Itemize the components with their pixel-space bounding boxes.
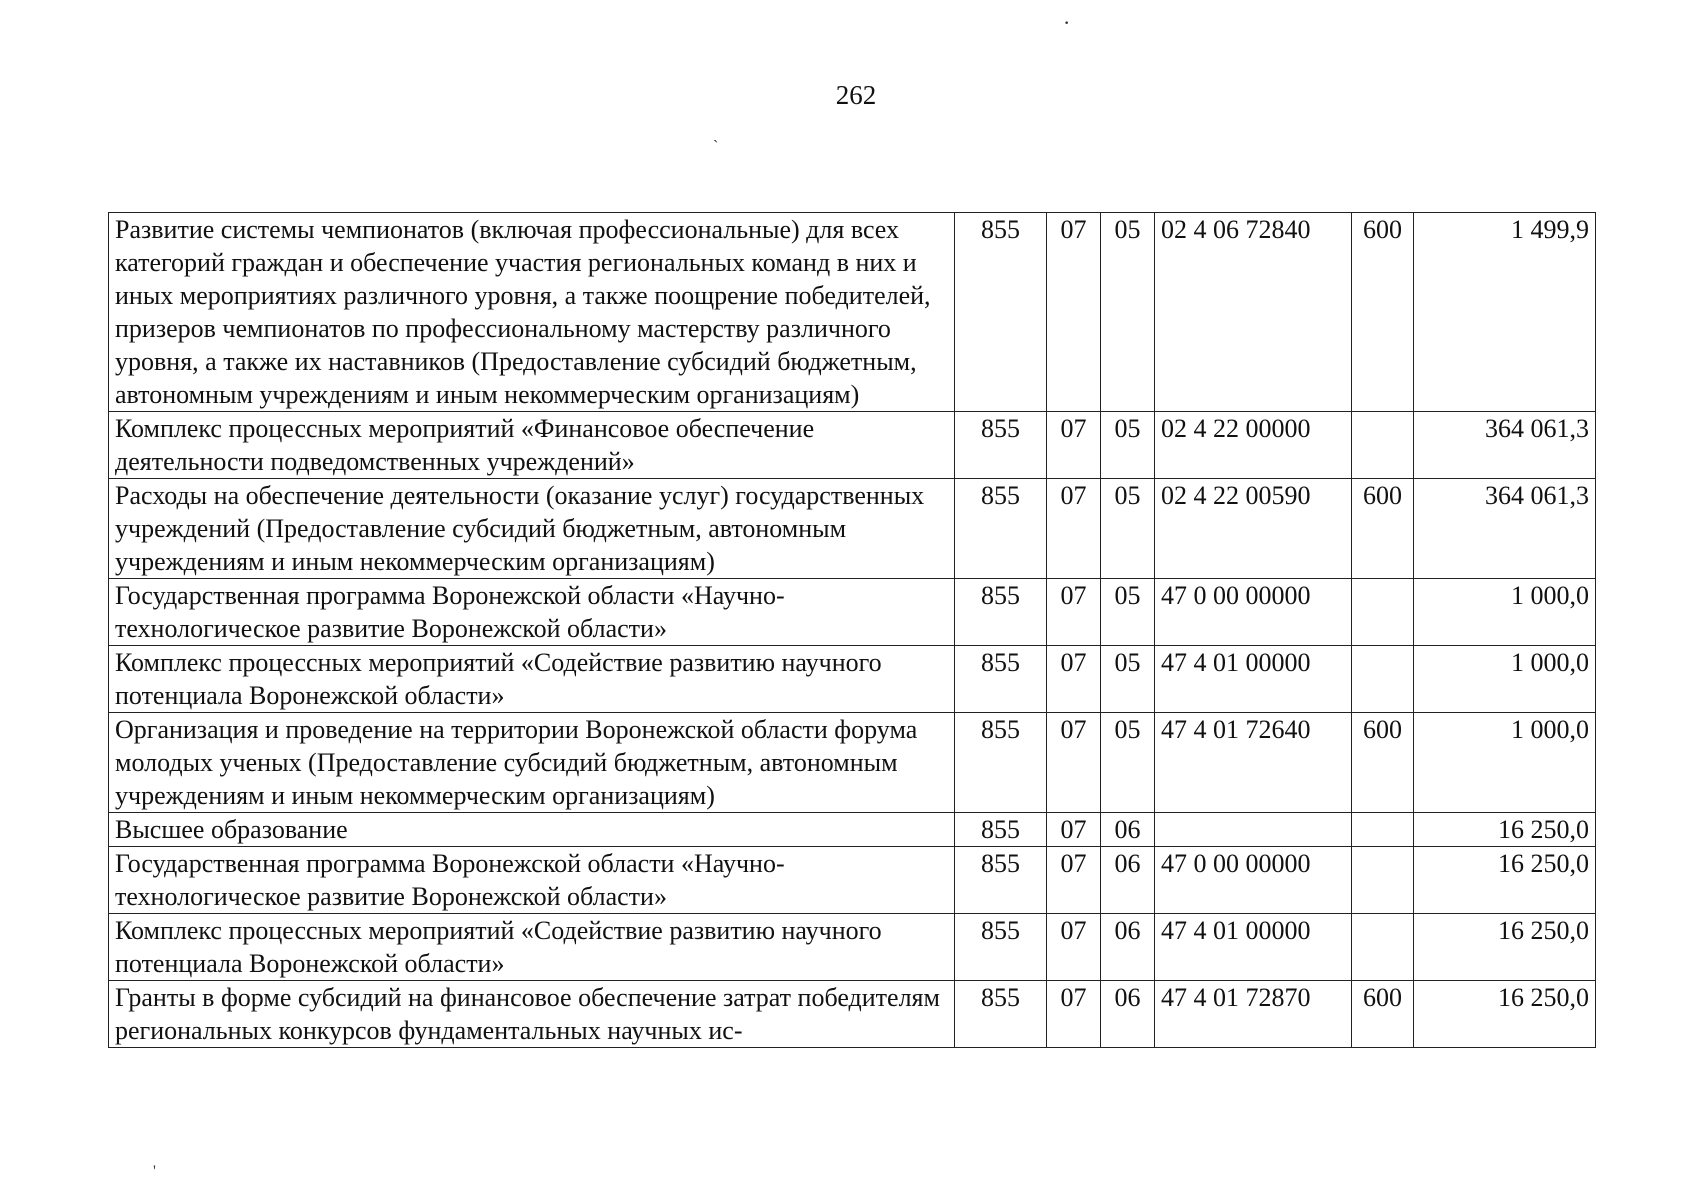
section-code-cell: 07 [1047,847,1101,914]
table-row [109,412,1596,479]
amount-cell: 364 061,3 [1414,412,1596,479]
expense-name-cell: Комплекс процессных мероприятий «Содействие развитию научного потенциала Воронежской области» [109,914,955,981]
expense-name-cell: Государственная программа Воронежской области «Научно-технологическое развитие Воронежской области» [109,847,955,914]
department-code-cell: 855 [955,579,1047,646]
table-row [109,713,1596,813]
target-article-code-cell: 47 4 01 00000 [1155,646,1352,713]
subsection-code-cell: 06 [1101,813,1155,847]
department-code-cell: 855 [955,914,1047,981]
expense-name-cell: Гранты в форме субсидий на финансовое обеспечение затрат победителям региональных конкурсов фундаментальных научных ис- [109,981,955,1048]
subsection-code-cell: 05 [1101,579,1155,646]
subsection-code-cell: 06 [1101,914,1155,981]
target-article-code-cell: 02 4 22 00000 [1155,412,1352,479]
subsection-code-cell: 05 [1101,646,1155,713]
target-article-code-cell: 47 4 01 72870 [1155,981,1352,1048]
section-code-cell: 07 [1047,479,1101,579]
department-code-cell: 855 [955,479,1047,579]
expense-type-code-cell [1352,914,1414,981]
amount-cell: 1 000,0 [1414,646,1596,713]
table-row [109,579,1596,646]
section-code-cell: 07 [1047,646,1101,713]
section-code-cell: 07 [1047,213,1101,412]
target-article-code-cell: 47 0 00 00000 [1155,579,1352,646]
expense-name-cell: Развитие системы чемпионатов (включая профессиональные) для всех категорий граждан и обеспечение участия региональных команд в них и иных мероприятиях различного уровня, а также поощрение победителей, призеров чемпионатов по профессиональному мастерству различного уровня, а также их наставников (Предоставление субсидий бюджетным, автономным учреждениям и иным некоммерческим организациям) [109,213,955,412]
expense-type-code-cell [1352,412,1414,479]
target-article-code-cell: 02 4 06 72840 [1155,213,1352,412]
department-code-cell: 855 [955,847,1047,914]
expense-name-cell: Комплекс процессных мероприятий «Содействие развитию научного потенциала Воронежской области» [109,646,955,713]
target-article-code-cell: 47 4 01 72640 [1155,713,1352,813]
expense-name-cell: Высшее образование [109,813,955,847]
expense-type-code-cell [1352,646,1414,713]
amount-cell: 16 250,0 [1414,847,1596,914]
section-code-cell: 07 [1047,914,1101,981]
target-article-code-cell [1155,813,1352,847]
section-code-cell: 07 [1047,813,1101,847]
department-code-cell: 855 [955,646,1047,713]
expense-type-code-cell [1352,813,1414,847]
scan-speck: ` [713,138,719,155]
department-code-cell: 855 [955,213,1047,412]
section-code-cell: 07 [1047,412,1101,479]
amount-cell: 1 000,0 [1414,713,1596,813]
amount-cell: 1 000,0 [1414,579,1596,646]
expense-name-cell: Государственная программа Воронежской области «Научно-технологическое развитие Воронежской области» [109,579,955,646]
department-code-cell: 855 [955,813,1047,847]
department-code-cell: 855 [955,412,1047,479]
target-article-code-cell: 47 4 01 00000 [1155,914,1352,981]
subsection-code-cell: 05 [1101,412,1155,479]
expense-type-code-cell: 600 [1352,713,1414,813]
table-row [109,813,1596,847]
expense-name-cell: Организация и проведение на территории Воронежской области форума молодых ученых (Предоставление субсидий бюджетным, автономным учреждениям и иным некоммерческим организациям) [109,713,955,813]
expense-name-cell: Расходы на обеспечение деятельности (оказание услуг) государственных учреждений (Предоставление субсидий бюджетным, автономным учреждениям и иным некоммерческим организациям) [109,479,955,579]
page-number: 262 [835,80,877,110]
expense-type-code-cell: 600 [1352,981,1414,1048]
subsection-code-cell: 05 [1101,479,1155,579]
expense-type-code-cell [1352,847,1414,914]
amount-cell: 364 061,3 [1414,479,1596,579]
table-row [109,646,1596,713]
target-article-code-cell: 47 0 00 00000 [1155,847,1352,914]
expense-type-code-cell: 600 [1352,479,1414,579]
department-code-cell: 855 [955,713,1047,813]
table-row [109,479,1596,579]
amount-cell: 1 499,9 [1414,213,1596,412]
amount-cell: 16 250,0 [1414,981,1596,1048]
budget-table-body [109,213,1596,1048]
expense-type-code-cell [1352,579,1414,646]
table-row [109,914,1596,981]
section-code-cell: 07 [1047,981,1101,1048]
table-row [109,847,1596,914]
subsection-code-cell: 05 [1101,213,1155,412]
department-code-cell: 855 [955,981,1047,1048]
section-code-cell: 07 [1047,579,1101,646]
target-article-code-cell: 02 4 22 00590 [1155,479,1352,579]
subsection-code-cell: 05 [1101,713,1155,813]
expense-type-code-cell: 600 [1352,213,1414,412]
table-row [109,981,1596,1048]
expense-name-cell: Комплекс процессных мероприятий «Финансовое обеспечение деятельности подведомственных учреждений» [109,412,955,479]
scan-speck: · [1063,10,1071,35]
subsection-code-cell: 06 [1101,847,1155,914]
scan-speck: ' [153,1163,156,1180]
table-row [109,213,1596,412]
amount-cell: 16 250,0 [1414,813,1596,847]
section-code-cell: 07 [1047,713,1101,813]
budget-table [108,212,1596,1048]
subsection-code-cell: 06 [1101,981,1155,1048]
amount-cell: 16 250,0 [1414,914,1596,981]
